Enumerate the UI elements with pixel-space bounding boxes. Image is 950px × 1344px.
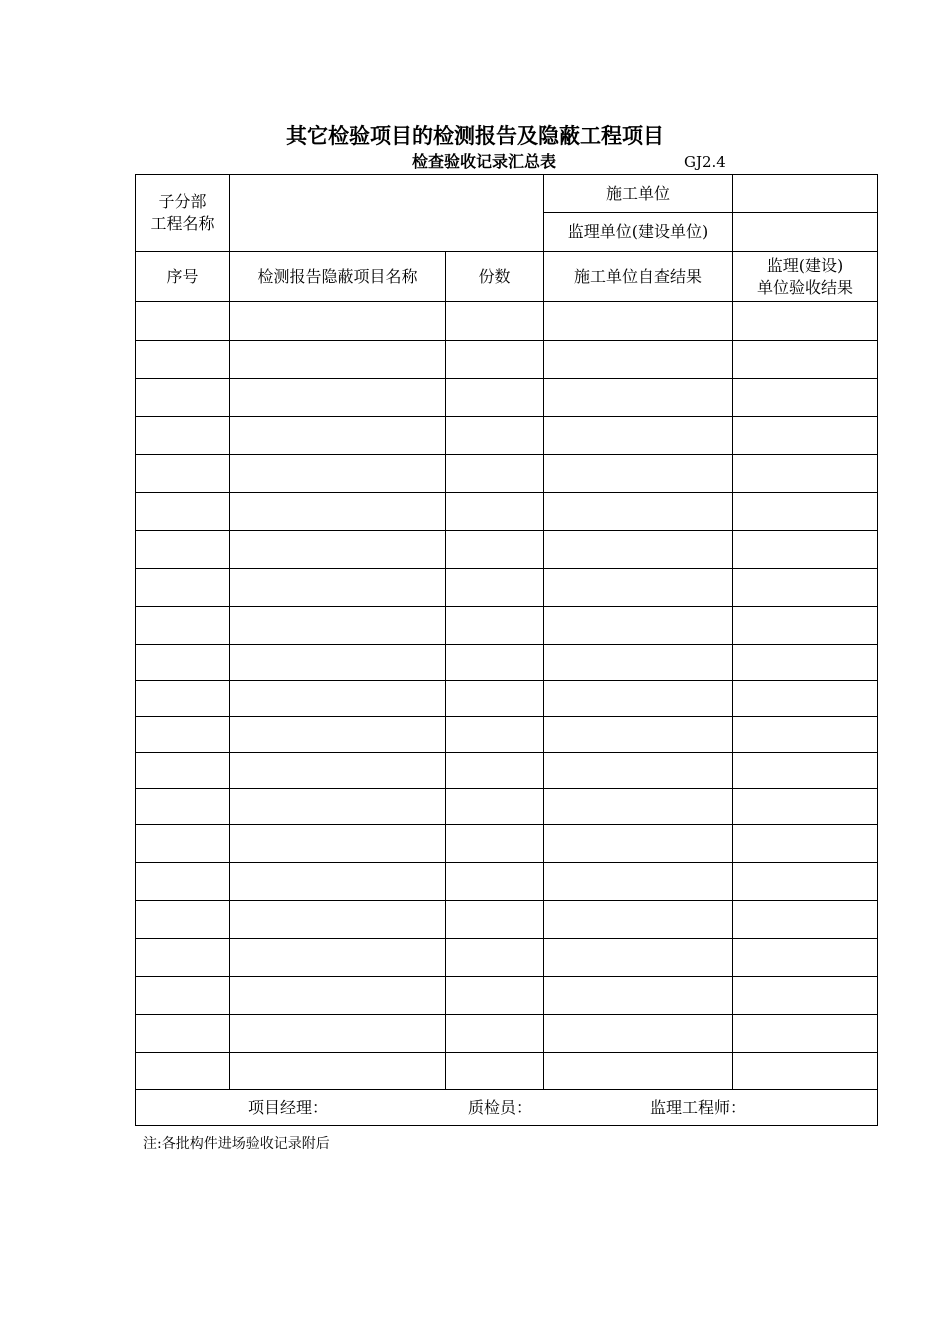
self-check-cell[interactable]: [544, 939, 733, 977]
item-name-cell[interactable]: [230, 977, 446, 1015]
table-row: [136, 302, 878, 341]
seq-cell[interactable]: [136, 1015, 230, 1053]
item-name-cell[interactable]: [230, 717, 446, 753]
copies-cell[interactable]: [446, 531, 544, 569]
copies-cell[interactable]: [446, 825, 544, 863]
acceptance-cell[interactable]: [733, 302, 878, 341]
self-check-cell[interactable]: [544, 977, 733, 1015]
self-check-cell[interactable]: [544, 341, 733, 379]
project-name-label-line1: 子分部: [158, 192, 207, 211]
form-code: GJ2.4: [684, 153, 726, 171]
copies-cell[interactable]: [446, 645, 544, 681]
self-check-cell[interactable]: [544, 569, 733, 607]
table-row: [136, 789, 878, 825]
project-name-field[interactable]: [230, 175, 544, 252]
copies-cell[interactable]: [446, 569, 544, 607]
record-table: [135, 174, 878, 1126]
seq-cell[interactable]: [136, 531, 230, 569]
self-check-cell[interactable]: [544, 717, 733, 753]
table-row: [136, 825, 878, 863]
acceptance-cell[interactable]: [733, 789, 878, 825]
acceptance-cell[interactable]: [733, 341, 878, 379]
seq-cell[interactable]: [136, 681, 230, 717]
copies-cell[interactable]: [446, 977, 544, 1015]
item-name-cell[interactable]: [230, 531, 446, 569]
self-check-cell[interactable]: [544, 825, 733, 863]
self-check-cell[interactable]: [544, 607, 733, 645]
copies-cell[interactable]: [446, 455, 544, 493]
column-header-seq: 序号: [136, 252, 230, 302]
copies-cell[interactable]: [446, 1053, 544, 1090]
table-row: [136, 1053, 878, 1090]
column-header-acceptance-line2: 单位验收结果: [756, 277, 853, 297]
form-subtitle: 检查验收记录汇总表: [412, 152, 557, 171]
seq-cell[interactable]: [136, 455, 230, 493]
table-row: [136, 417, 878, 455]
seq-cell[interactable]: [136, 645, 230, 681]
item-name-cell[interactable]: [230, 825, 446, 863]
copies-cell[interactable]: [446, 753, 544, 789]
copies-cell[interactable]: [446, 863, 544, 901]
table-row: [136, 569, 878, 607]
project-manager-label: 项目经理：: [248, 1098, 329, 1117]
self-check-cell[interactable]: [544, 455, 733, 493]
quality-inspector-label: 质检员：: [468, 1098, 533, 1117]
seq-cell[interactable]: [136, 493, 230, 531]
seq-cell[interactable]: [136, 607, 230, 645]
seq-cell[interactable]: [136, 417, 230, 455]
table-row: [136, 341, 878, 379]
copies-cell[interactable]: [446, 607, 544, 645]
seq-cell[interactable]: [136, 379, 230, 417]
seq-cell[interactable]: [136, 825, 230, 863]
item-name-cell[interactable]: [230, 645, 446, 681]
acceptance-cell[interactable]: [733, 417, 878, 455]
item-name-cell[interactable]: [230, 569, 446, 607]
self-check-cell[interactable]: [544, 302, 733, 341]
copies-cell[interactable]: [446, 717, 544, 753]
item-name-cell[interactable]: [230, 455, 446, 493]
form-title: 其它检验项目的检测报告及隐蔽工程项目: [286, 123, 664, 148]
copies-cell[interactable]: [446, 1015, 544, 1053]
seq-cell[interactable]: [136, 939, 230, 977]
copies-cell[interactable]: [446, 417, 544, 455]
acceptance-cell[interactable]: [733, 1015, 878, 1053]
table-row: [136, 717, 878, 753]
acceptance-cell[interactable]: [733, 531, 878, 569]
self-check-cell[interactable]: [544, 789, 733, 825]
copies-cell[interactable]: [446, 341, 544, 379]
acceptance-cell[interactable]: [733, 645, 878, 681]
acceptance-cell[interactable]: [733, 901, 878, 939]
table-row: [136, 977, 878, 1015]
acceptance-cell[interactable]: [733, 493, 878, 531]
acceptance-cell[interactable]: [733, 607, 878, 645]
copies-cell[interactable]: [446, 302, 544, 341]
acceptance-cell[interactable]: [733, 825, 878, 863]
supervising-engineer-label: 监理工程师：: [650, 1098, 747, 1117]
item-name-cell[interactable]: [230, 493, 446, 531]
table-row: [136, 901, 878, 939]
project-name-label: [136, 175, 230, 252]
item-name-cell[interactable]: [230, 681, 446, 717]
item-name-cell[interactable]: [230, 302, 446, 341]
acceptance-cell[interactable]: [733, 753, 878, 789]
acceptance-cell[interactable]: [733, 681, 878, 717]
seq-cell[interactable]: [136, 569, 230, 607]
self-check-cell[interactable]: [544, 901, 733, 939]
seq-cell[interactable]: [136, 1053, 230, 1090]
table-row: [136, 1015, 878, 1053]
seq-cell[interactable]: [136, 977, 230, 1015]
seq-cell[interactable]: [136, 901, 230, 939]
construction-unit-label: 施工单位: [544, 175, 733, 213]
copies-cell[interactable]: [446, 939, 544, 977]
copies-cell[interactable]: [446, 493, 544, 531]
copies-cell[interactable]: [446, 681, 544, 717]
column-header-self-check: 施工单位自查结果: [544, 252, 733, 302]
item-name-cell[interactable]: [230, 753, 446, 789]
acceptance-cell[interactable]: [733, 1053, 878, 1090]
self-check-cell[interactable]: [544, 863, 733, 901]
self-check-cell[interactable]: [544, 417, 733, 455]
item-name-cell[interactable]: [230, 1015, 446, 1053]
table-row: [136, 607, 878, 645]
table-row: [136, 753, 878, 789]
self-check-cell[interactable]: [544, 493, 733, 531]
item-name-cell[interactable]: [230, 863, 446, 901]
table-row: [136, 531, 878, 569]
footnote: 注:各批构件进场验收记录附后: [143, 1136, 330, 1152]
supervision-unit-label: 监理单位(建设单位): [544, 213, 733, 252]
item-name-cell[interactable]: [230, 789, 446, 825]
item-name-cell[interactable]: [230, 417, 446, 455]
copies-cell[interactable]: [446, 789, 544, 825]
copies-cell[interactable]: [446, 379, 544, 417]
item-name-cell[interactable]: [230, 607, 446, 645]
self-check-cell[interactable]: [544, 379, 733, 417]
self-check-cell[interactable]: [544, 645, 733, 681]
column-header-copies: 份数: [446, 252, 544, 302]
column-header-acceptance: [733, 252, 878, 302]
table-row: [136, 939, 878, 977]
copies-cell[interactable]: [446, 901, 544, 939]
acceptance-cell[interactable]: [733, 977, 878, 1015]
self-check-cell[interactable]: [544, 1015, 733, 1053]
seq-cell[interactable]: [136, 302, 230, 341]
table-row: [136, 863, 878, 901]
construction-unit-field[interactable]: [733, 175, 878, 213]
item-name-cell[interactable]: [230, 379, 446, 417]
table-row: [136, 681, 878, 717]
supervision-unit-field[interactable]: [733, 213, 878, 252]
item-name-cell[interactable]: [230, 341, 446, 379]
signature-row: [136, 1090, 878, 1126]
table-row: [136, 455, 878, 493]
acceptance-cell[interactable]: [733, 939, 878, 977]
seq-cell[interactable]: [136, 341, 230, 379]
acceptance-cell[interactable]: [733, 569, 878, 607]
column-header-acceptance-line1: 监理(建设): [766, 255, 844, 275]
acceptance-cell[interactable]: [733, 717, 878, 753]
self-check-cell[interactable]: [544, 1053, 733, 1090]
self-check-cell[interactable]: [544, 531, 733, 569]
acceptance-cell[interactable]: [733, 455, 878, 493]
acceptance-cell[interactable]: [733, 379, 878, 417]
item-name-cell[interactable]: [230, 901, 446, 939]
self-check-cell[interactable]: [544, 681, 733, 717]
table-row: [136, 379, 878, 417]
column-header-item-name: 检测报告隐蔽项目名称: [230, 252, 446, 302]
table-row: [136, 493, 878, 531]
acceptance-cell[interactable]: [733, 863, 878, 901]
seq-cell[interactable]: [136, 753, 230, 789]
item-name-cell[interactable]: [230, 939, 446, 977]
seq-cell[interactable]: [136, 863, 230, 901]
project-name-label-line2: 工程名称: [150, 214, 215, 233]
table-row: [136, 645, 878, 681]
item-name-cell[interactable]: [230, 1053, 446, 1090]
seq-cell[interactable]: [136, 717, 230, 753]
self-check-cell[interactable]: [544, 753, 733, 789]
seq-cell[interactable]: [136, 789, 230, 825]
